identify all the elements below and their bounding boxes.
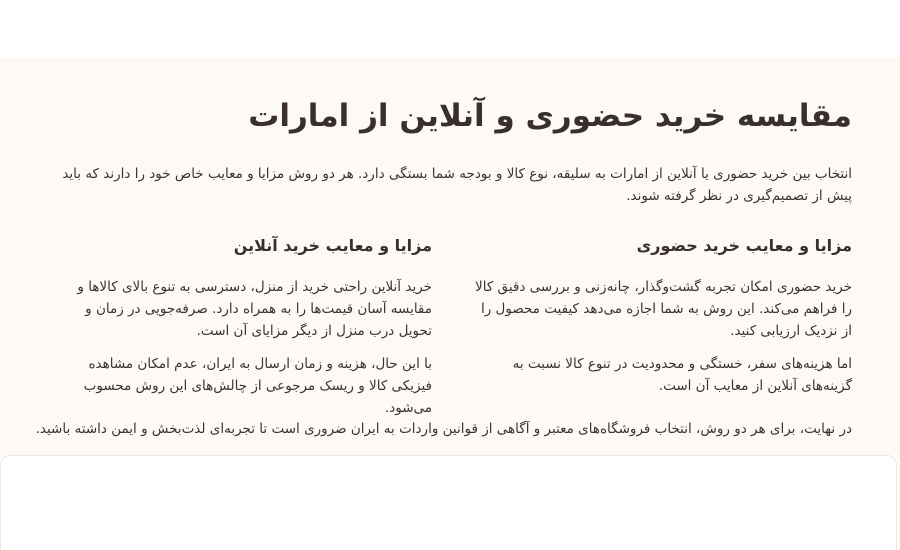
in-person-column [468,232,852,430]
comparison-section [0,58,900,458]
in-person-cons: اما هزینه‌های سفر، خستگی و محدودیت در تنوع کالا نسبت به گزینه‌های آنلاین از معایب آن است. [512,356,852,394]
in-person-pros: خرید حضوری امکان تجربه گشت‌وگذار، چانه‌زنی و بررسی دقیق کالا را فراهم می‌کند. این روش به شما اجازه می‌دهد کیفیت محصول را از نزدیک ارزیابی کنید. [475,279,852,339]
online-cons: با این حال، هزینه و زمان ارسال به ایران، عدم امکان مشاهده فیزیکی کالا و ریسک مرجوعی از چالش‌های این روش محسوب می‌شود. [83,356,432,416]
in-person-heading: مزایا و معایب خرید حضوری [636,236,852,255]
comparison-columns [48,232,852,430]
next-section-card [0,455,897,550]
online-heading: مزایا و معایب خرید آنلاین [233,236,432,255]
online-pros: خرید آنلاین راحتی خرید از منزل، دسترسی به تنوع بالای کالاها و مقایسه آسان قیمت‌ها را به همراه دارد. صرفه‌جویی در زمان و تحویل درب منزل از دیگر مزایای آن است. [77,279,432,339]
online-column [48,232,432,430]
intro-paragraph: انتخاب بین خرید حضوری یا آنلاین از امارات به سلیقه، نوع کالا و بودجه شما بستگی دارد. هر دو روش مزایا و معایب خاص خود را دارند که باید پیش از تصمیم‌گیری در نظر گرفته شوند. [62,166,852,204]
conclusion-paragraph: در نهایت، برای هر دو روش، انتخاب فروشگاه‌های معتبر و آگاهی از قوانین واردات به ایران ضروری است تا تجربه‌ای لذت‌بخش و ایمن داشته باشید. [35,421,852,437]
page-title: مقایسه خرید حضوری و آنلاین از امارات [248,98,852,134]
